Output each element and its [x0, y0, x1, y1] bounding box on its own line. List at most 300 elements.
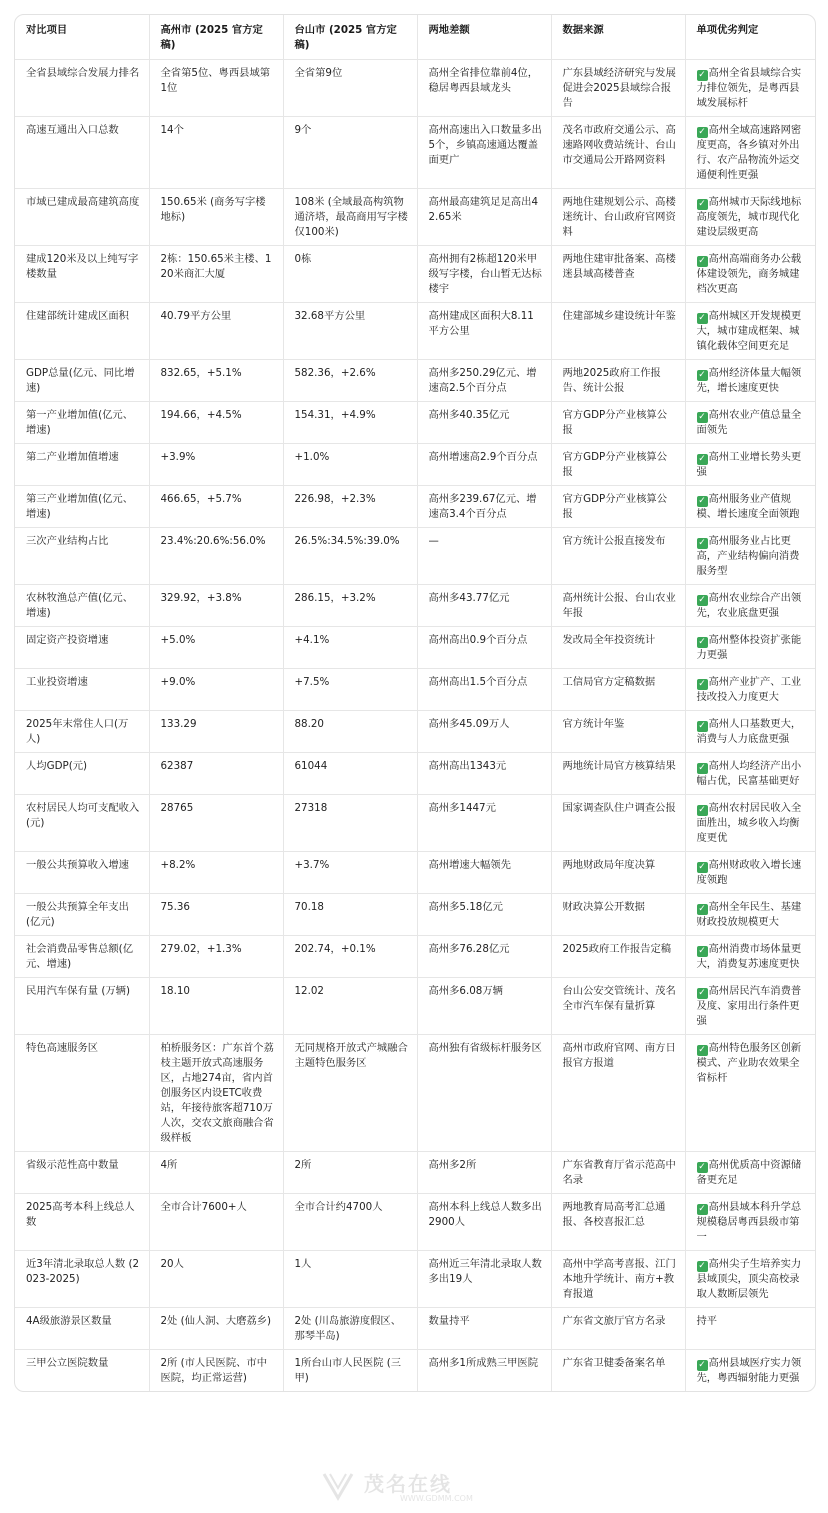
cell-text: 高州财政收入增长速度领跑	[696, 859, 802, 886]
cell-gaozhou	[149, 753, 283, 795]
cell-text: 27318	[294, 802, 328, 814]
cell-verdict	[685, 894, 815, 936]
cell-text: 高州增速大幅领先	[428, 859, 511, 871]
cell-text: 国家调查队住户调查公报	[562, 802, 676, 814]
cell-item	[15, 360, 149, 402]
cell-taishan	[283, 1350, 417, 1392]
cell-gaozhou	[149, 795, 283, 852]
cell-taishan	[283, 1035, 417, 1152]
cell-difference	[417, 852, 551, 894]
cell-text: 高州拥有2栋超120米甲级写字楼，台山暂无达标楼宇	[428, 253, 542, 295]
cell-taishan	[283, 246, 417, 303]
cell-text: 832.65，+5.1%	[160, 367, 242, 379]
cell-text: 高州全省排位靠前4位，稳居粤西县域龙头	[428, 67, 539, 94]
cell-text: 高州多45.09万人	[428, 718, 510, 730]
cell-text: 133.29	[160, 718, 197, 730]
cell-item	[15, 303, 149, 360]
cell-verdict	[685, 1152, 815, 1194]
table-row	[15, 1350, 815, 1392]
cell-text: 88.20	[294, 718, 324, 730]
cell-text: 高州全域高速路网密度更高，各乡镇对外出行、农产品物流外运交通便利性更强	[696, 124, 802, 181]
table-row	[15, 444, 815, 486]
cell-text: 2025年末常住人口(万人)	[26, 718, 129, 745]
cell-text: 广东省文旅厅官方名录	[562, 1315, 666, 1327]
cell-text: 人均GDP(元)	[26, 760, 88, 772]
cell-text: 农林牧渔总产值(亿元、增速)	[26, 592, 133, 619]
cell-source	[551, 444, 685, 486]
cell-text: 466.65，+5.7%	[160, 493, 242, 505]
cell-text: 特色高速服务区	[26, 1042, 99, 1054]
cell-text: 2025政府工作报告定稿	[562, 943, 672, 955]
watermark-text: 茂名在线	[364, 1472, 452, 1496]
cell-text: 高州多6.08万辆	[428, 985, 503, 997]
cell-difference	[417, 60, 551, 117]
cell-text: 广东省教育厅省示范高中名录	[562, 1159, 676, 1186]
cell-item	[15, 711, 149, 753]
cell-verdict	[685, 852, 815, 894]
cell-taishan	[283, 1194, 417, 1251]
cell-difference	[417, 795, 551, 852]
cell-verdict	[685, 978, 815, 1035]
table-row	[15, 585, 815, 627]
cell-text: 近3年清北录取总人数 (2023-2025)	[26, 1258, 140, 1285]
cell-gaozhou	[149, 936, 283, 978]
cell-source	[551, 1350, 685, 1392]
cell-text: 广东省卫健委备案名单	[562, 1357, 666, 1369]
cell-text: 第二产业增加值增速	[26, 451, 119, 463]
cell-text: 高州县域医疗实力领先，粤西辐射能力更强	[696, 1357, 802, 1384]
cell-text: 1所台山市人民医院 (三甲)	[294, 1357, 402, 1384]
cell-difference	[417, 444, 551, 486]
cell-text: 全省第9位	[294, 67, 343, 79]
cell-text: 高州多43.77亿元	[428, 592, 510, 604]
cell-gaozhou	[149, 246, 283, 303]
cell-verdict	[685, 303, 815, 360]
cell-item	[15, 60, 149, 117]
cell-item	[15, 444, 149, 486]
table-row	[15, 627, 815, 669]
check-mark-icon: ✓	[698, 862, 706, 872]
cell-text: 18.10	[160, 985, 190, 997]
cell-item	[15, 753, 149, 795]
cell-text: 高州多2所	[428, 1159, 477, 1171]
cell-text: 2所 (市人民医院、市中医院，均正常运营)	[160, 1357, 268, 1384]
cell-item	[15, 936, 149, 978]
check-mark-icon: ✓	[698, 127, 706, 137]
cell-item	[15, 669, 149, 711]
table-row	[15, 852, 815, 894]
cell-difference	[417, 486, 551, 528]
cell-difference	[417, 1308, 551, 1350]
cell-verdict	[685, 117, 815, 189]
cell-text: 9个	[294, 124, 312, 136]
cell-text: 省级示范性高中数量	[26, 1159, 119, 1171]
cell-taishan	[283, 528, 417, 585]
table-row	[15, 528, 815, 585]
cell-text: 全市合计7600+人	[160, 1201, 247, 1213]
check-mark-icon: ✓	[698, 1045, 706, 1055]
cell-difference	[417, 360, 551, 402]
cell-text: 279.02，+1.3%	[160, 943, 242, 955]
cell-text: —	[428, 535, 439, 547]
cell-text: 三甲公立医院数量	[26, 1357, 109, 1369]
cell-text: 32.68平方公里	[294, 310, 366, 322]
cell-verdict	[685, 669, 815, 711]
cell-difference	[417, 627, 551, 669]
cell-text: 高州近三年清北录取人数多出19人	[428, 1258, 542, 1285]
cell-text: 2栋：150.65米主楼、120米商汇大厦	[160, 253, 272, 280]
cell-source	[551, 711, 685, 753]
cell-difference	[417, 246, 551, 303]
cell-item	[15, 1308, 149, 1350]
cell-text: 全市合计约4700人	[294, 1201, 383, 1213]
cell-text: 高州多239.67亿元、增速高3.4个百分点	[428, 493, 537, 520]
cell-source	[551, 585, 685, 627]
cell-gaozhou	[149, 669, 283, 711]
cell-text: 329.92，+3.8%	[160, 592, 242, 604]
check-mark-icon: ✓	[698, 370, 706, 380]
cell-text: 194.66，+4.5%	[160, 409, 242, 421]
cell-text: 高州经济体量大幅领先，增长速度更快	[696, 367, 802, 394]
cell-taishan	[283, 1152, 417, 1194]
table-row	[15, 303, 815, 360]
cell-text: 70.18	[294, 901, 324, 913]
cell-item	[15, 189, 149, 246]
cell-taishan	[283, 360, 417, 402]
cell-text: 高州中学高考喜报、江门本地升学统计、南方+教育报道	[562, 1258, 676, 1300]
cell-text: 61044	[294, 760, 328, 772]
cell-text: 202.74，+0.1%	[294, 943, 376, 955]
cell-taishan	[283, 60, 417, 117]
cell-verdict	[685, 711, 815, 753]
cell-taishan	[283, 402, 417, 444]
cell-verdict	[685, 936, 815, 978]
cell-difference	[417, 1194, 551, 1251]
cell-difference	[417, 117, 551, 189]
check-mark-icon: ✓	[698, 496, 706, 506]
cell-gaozhou	[149, 1194, 283, 1251]
cell-verdict	[685, 1251, 815, 1308]
cell-text: 高州市政府官网、南方日报官方报道	[562, 1042, 676, 1069]
cell-taishan	[283, 711, 417, 753]
cell-text: 高州高出1343元	[428, 760, 507, 772]
cell-verdict	[685, 753, 815, 795]
cell-source	[551, 189, 685, 246]
cell-text: 12.02	[294, 985, 324, 997]
cell-difference	[417, 1035, 551, 1152]
table-row	[15, 894, 815, 936]
cell-source	[551, 894, 685, 936]
cell-text: 两地住建审批备案、高楼迷县域高楼普查	[562, 253, 676, 280]
cell-text: 高州独有省级标杆服务区	[428, 1042, 542, 1054]
cell-source	[551, 117, 685, 189]
check-mark-icon: ✓	[698, 763, 706, 773]
cell-text: 官方GDP分产业核算公报	[562, 451, 667, 478]
cell-verdict	[685, 246, 815, 303]
cell-difference	[417, 711, 551, 753]
cell-text: 高州建成区面积大8.11平方公里	[428, 310, 534, 337]
cell-source	[551, 402, 685, 444]
cell-item	[15, 978, 149, 1035]
cell-text: 发改局全年投资统计	[562, 634, 656, 646]
cell-gaozhou	[149, 711, 283, 753]
cell-source	[551, 669, 685, 711]
cell-text: +3.9%	[160, 451, 196, 463]
cell-taishan	[283, 585, 417, 627]
check-mark-icon: ✓	[698, 805, 706, 815]
cell-source	[551, 753, 685, 795]
comparison-table	[15, 15, 815, 1391]
cell-text: 2所	[294, 1159, 312, 1171]
cell-text: 23.4%:20.6%:56.0%	[160, 535, 266, 547]
cell-verdict	[685, 189, 815, 246]
cell-text: 高州全年民生、基建财政投放规模更大	[696, 901, 802, 928]
cell-taishan	[283, 444, 417, 486]
table-row	[15, 1152, 815, 1194]
cell-text: 一般公共预算收入增速	[26, 859, 129, 871]
cell-item	[15, 585, 149, 627]
cell-text: 台山公安交管统计、茂名全市汽车保有量折算	[562, 985, 676, 1012]
cell-text: 20人	[160, 1258, 184, 1270]
cell-text: +5.0%	[160, 634, 196, 646]
cell-item	[15, 1350, 149, 1392]
table-body	[15, 60, 815, 1392]
cell-text: 官方GDP分产业核算公报	[562, 493, 667, 520]
cell-taishan	[283, 669, 417, 711]
cell-text: 高州多5.18亿元	[428, 901, 503, 913]
cell-source	[551, 60, 685, 117]
cell-text: 高州农业综合产出领先，农业底盘更强	[696, 592, 802, 619]
cell-text: 数量持平	[428, 1315, 470, 1327]
cell-text: 154.31，+4.9%	[294, 409, 376, 421]
cell-text: 官方GDP分产业核算公报	[562, 409, 667, 436]
cell-difference	[417, 1350, 551, 1392]
cell-gaozhou	[149, 189, 283, 246]
cell-verdict	[685, 627, 815, 669]
cell-text: 高州农业产值总量全面领先	[696, 409, 802, 436]
cell-taishan	[283, 486, 417, 528]
cell-verdict	[685, 528, 815, 585]
cell-text: 一般公共预算全年支出(亿元)	[26, 901, 129, 928]
cell-source	[551, 1035, 685, 1152]
cell-text: 民用汽车保有量 (万辆)	[26, 985, 130, 997]
cell-source	[551, 528, 685, 585]
cell-text: 高州消费市场体量更大，消费复苏速度更快	[696, 943, 802, 970]
cell-text: 高州多76.28亿元	[428, 943, 510, 955]
cell-difference	[417, 936, 551, 978]
cell-text: 官方统计年鉴	[562, 718, 625, 730]
cell-text: 286.15，+3.2%	[294, 592, 376, 604]
table-header-row	[15, 15, 815, 60]
check-mark-icon: ✓	[698, 679, 706, 689]
cell-text: 高州城区开发规模更大，城市建成框架、城镇化载体空间更充足	[696, 310, 802, 352]
cell-text: 第一产业增加值(亿元、增速)	[26, 409, 133, 436]
column-header-taishan: 台山市 (2025 官方定稿)	[283, 15, 417, 60]
cell-text: 无同规格开放式产城融合主题特色服务区	[294, 1042, 408, 1069]
cell-verdict	[685, 60, 815, 117]
cell-text: 两地教育局高考汇总通报、各校喜报汇总	[562, 1201, 666, 1228]
cell-item	[15, 894, 149, 936]
cell-verdict	[685, 1308, 815, 1350]
column-header-item: 对比项目	[15, 15, 149, 60]
watermark-logo-icon	[318, 1466, 358, 1506]
table-row	[15, 795, 815, 852]
cell-text: 高州服务业产值规模、增长速度全面领跑	[696, 493, 800, 520]
table-row	[15, 60, 815, 117]
cell-text: 4A级旅游景区数量	[26, 1315, 112, 1327]
cell-text: 75.36	[160, 901, 190, 913]
cell-text: 财政决算公开数据	[562, 901, 645, 913]
cell-text: 62387	[160, 760, 194, 772]
cell-text: 建成120米及以上纯写字楼数量	[26, 253, 139, 280]
cell-text: 4所	[160, 1159, 178, 1171]
cell-taishan	[283, 303, 417, 360]
cell-text: 广东县域经济研究与发展促进会2025县域综合报告	[562, 67, 676, 109]
cell-taishan	[283, 189, 417, 246]
cell-gaozhou	[149, 1350, 283, 1392]
cell-difference	[417, 1152, 551, 1194]
watermark	[318, 1466, 518, 1506]
cell-gaozhou	[149, 303, 283, 360]
cell-difference	[417, 585, 551, 627]
cell-item	[15, 1194, 149, 1251]
cell-text: 高州高速出入口数量多出5个，乡镇高速通达覆盖面更广	[428, 124, 542, 166]
cell-source	[551, 303, 685, 360]
cell-source	[551, 852, 685, 894]
cell-verdict	[685, 360, 815, 402]
cell-text: 高州整体投资扩张能力更强	[696, 634, 802, 661]
cell-text: 高州服务业占比更高，产业结构偏向消费服务型	[696, 535, 800, 577]
cell-item	[15, 795, 149, 852]
check-mark-icon: ✓	[698, 538, 706, 548]
check-mark-icon: ✓	[698, 721, 706, 731]
cell-text: 高州本科上线总人数多出2900人	[428, 1201, 542, 1228]
cell-item	[15, 852, 149, 894]
cell-text: 高速互通出入口总数	[26, 124, 119, 136]
cell-text: +1.0%	[294, 451, 330, 463]
cell-text: 高州全省县域综合实力排位领先，是粤西县域发展标杆	[696, 67, 802, 109]
cell-text: 108米 (全域最高构筑物通济塔，最高商用写字楼仅100米)	[294, 196, 408, 238]
cell-text: 高州居民汽车消费普及度、家用出行条件更强	[696, 985, 802, 1027]
check-mark-icon: ✓	[698, 904, 706, 914]
cell-source	[551, 1308, 685, 1350]
cell-text: 高州人口基数更大，消费与人力底盘更强	[696, 718, 802, 745]
cell-text: 全省第5位、粤西县域第1位	[160, 67, 271, 94]
table-row	[15, 1308, 815, 1350]
column-header-source: 数据来源	[551, 15, 685, 60]
cell-taishan	[283, 753, 417, 795]
cell-text: 高州高端商务办公载体建设领先，商务城建档次更高	[696, 253, 802, 295]
cell-taishan	[283, 627, 417, 669]
cell-text: 高州增速高2.9个百分点	[428, 451, 538, 463]
cell-difference	[417, 894, 551, 936]
cell-text: 高州高出1.5个百分点	[428, 676, 528, 688]
check-mark-icon: ✓	[698, 946, 706, 956]
cell-text: 高州城市天际线地标高度领先，城市现代化建设层级更高	[696, 196, 802, 238]
check-mark-icon: ✓	[698, 595, 706, 605]
cell-gaozhou	[149, 444, 283, 486]
cell-verdict	[685, 585, 815, 627]
cell-item	[15, 246, 149, 303]
cell-verdict	[685, 444, 815, 486]
cell-text: 1人	[294, 1258, 312, 1270]
cell-gaozhou	[149, 360, 283, 402]
cell-source	[551, 795, 685, 852]
cell-text: 26.5%:34.5%:39.0%	[294, 535, 400, 547]
cell-text: 工信局官方定稿数据	[562, 676, 656, 688]
cell-text: 两地统计局官方核算结果	[562, 760, 676, 772]
cell-text: 582.36，+2.6%	[294, 367, 376, 379]
cell-item	[15, 402, 149, 444]
comparison-table-container	[14, 14, 816, 1392]
cell-difference	[417, 189, 551, 246]
cell-text: 高州农村居民收入全面胜出，城乡收入均衡度更优	[696, 802, 802, 844]
cell-verdict	[685, 1350, 815, 1392]
cell-verdict	[685, 795, 815, 852]
cell-difference	[417, 669, 551, 711]
cell-text: 两地住建规划公示、高楼迷统计、台山政府官网资料	[562, 196, 676, 238]
cell-taishan	[283, 936, 417, 978]
cell-source	[551, 978, 685, 1035]
cell-text: GDP总量(亿元、同比增速)	[26, 367, 135, 394]
cell-source	[551, 627, 685, 669]
cell-taishan	[283, 978, 417, 1035]
cell-gaozhou	[149, 627, 283, 669]
cell-text: 社会消费品零售总额(亿元、增速)	[26, 943, 133, 970]
cell-text: 226.98，+2.3%	[294, 493, 376, 505]
check-mark-icon: ✓	[698, 256, 706, 266]
cell-source	[551, 246, 685, 303]
check-mark-icon: ✓	[698, 1261, 706, 1271]
cell-text: 40.79平方公里	[160, 310, 232, 322]
cell-source	[551, 1194, 685, 1251]
check-mark-icon: ✓	[698, 199, 706, 209]
cell-item	[15, 1152, 149, 1194]
check-mark-icon: ✓	[698, 988, 706, 998]
table-row	[15, 360, 815, 402]
cell-text: 固定资产投资增速	[26, 634, 109, 646]
cell-gaozhou	[149, 486, 283, 528]
check-mark-icon: ✓	[698, 637, 706, 647]
cell-gaozhou	[149, 528, 283, 585]
cell-source	[551, 486, 685, 528]
cell-text: 高州产业扩产、工业技改投入力度更大	[696, 676, 802, 703]
cell-text: 2处 (仙人洞、大磨荔乡)	[160, 1315, 272, 1327]
cell-gaozhou	[149, 585, 283, 627]
cell-taishan	[283, 852, 417, 894]
check-mark-icon: ✓	[698, 1162, 706, 1172]
cell-gaozhou	[149, 1251, 283, 1308]
cell-taishan	[283, 117, 417, 189]
check-mark-icon: ✓	[698, 313, 706, 323]
cell-text: 0栋	[294, 253, 312, 265]
cell-source	[551, 1152, 685, 1194]
cell-text: 工业投资增速	[26, 676, 88, 688]
cell-verdict	[685, 1035, 815, 1152]
cell-text: 官方统计公报直接发布	[562, 535, 666, 547]
cell-difference	[417, 303, 551, 360]
cell-item	[15, 1251, 149, 1308]
cell-source	[551, 936, 685, 978]
cell-gaozhou	[149, 1035, 283, 1152]
cell-verdict	[685, 486, 815, 528]
cell-text: 高州尖子生培养实力县域顶尖，顶尖高校录取人数断层领先	[696, 1258, 802, 1300]
cell-text: 持平	[696, 1315, 718, 1327]
cell-text: 柏桥服务区：广东首个荔枝主题开放式高速服务区，占地274亩，省内首创服务区内设ETC收费站，年接待旅客超710万人次，交农文旅商融合省级样板	[160, 1042, 274, 1144]
cell-taishan	[283, 894, 417, 936]
cell-difference	[417, 978, 551, 1035]
table-row	[15, 117, 815, 189]
